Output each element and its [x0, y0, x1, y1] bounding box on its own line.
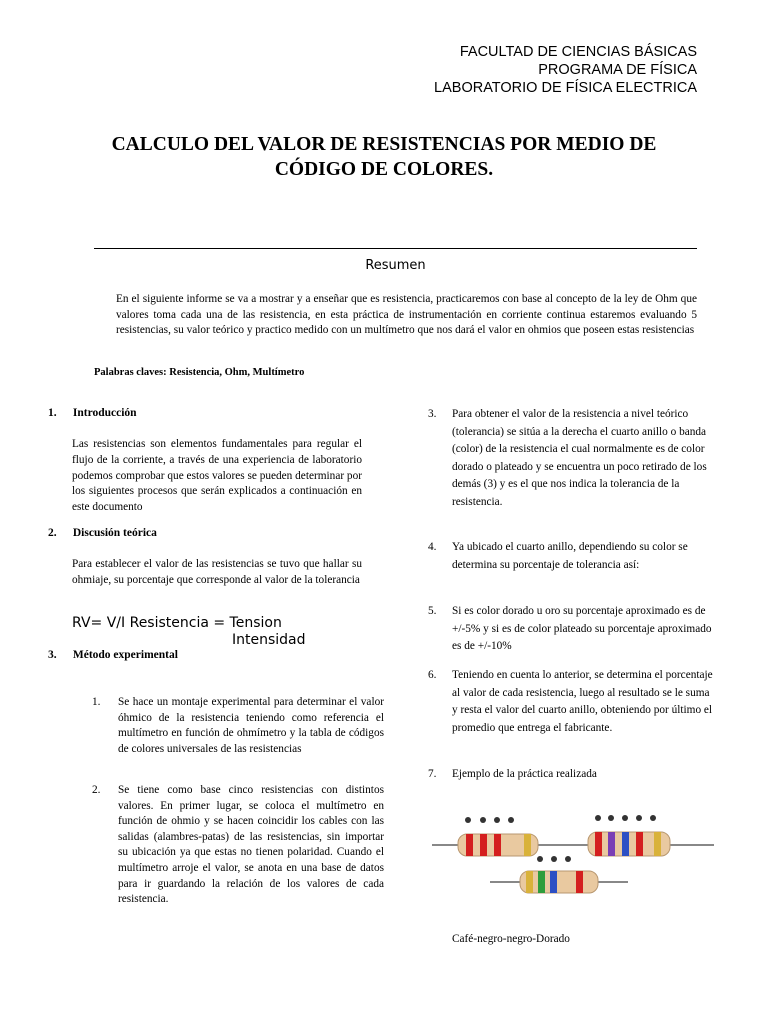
section-number: 2.: [48, 527, 57, 539]
list-text: Ejemplo de la práctica realizada: [452, 768, 597, 780]
list-number: 5.: [428, 605, 437, 617]
formula-denominator: Intensidad: [232, 632, 306, 648]
header-faculty: FACULTAD DE CIENCIAS BÁSICAS: [459, 44, 697, 60]
list-text: Se hace un montaje experimental para determinar el valor óhmico de la resistencia teniendo como referencia el multímetro en función de ohmímetro y la tabla de códigos de colores universales de las resistencias: [118, 696, 384, 755]
section-number: 3.: [48, 649, 57, 661]
resistors-photo: [428, 808, 718, 900]
list-number: 1.: [92, 696, 101, 708]
section-divider: [94, 248, 697, 249]
section-1-text: Las resistencias son elementos fundamentales para regular el flujo de la corriente, a través de una experiencia de laboratorio podemos comprobar que estos valores se pueden determinar por los siguientes procesos que serán explicados a continuación en este documento: [72, 438, 362, 514]
section-3-heading: [48, 649, 178, 661]
title-line-1: CALCULO DEL VALOR DE RESISTENCIAS POR MEDIO DE: [111, 134, 657, 155]
section-2-heading: [48, 527, 157, 539]
resistor-1: [432, 817, 568, 856]
keywords: Palabras claves: Resistencia, Ohm, Multímetro: [94, 367, 305, 378]
abstract-text: En el siguiente informe se va a mostrar y a enseñar que es resistencia, practicaremos con base al concepto de la ley de Ohm que valores toma cada una de las resistencia, en esta práctica de instrumentación en corriente continua estaremos evaluando 5 resistencias, su valor teórico y practico medido con un multímetro que nos dará el valor en ohmios que poseen estas resistencias: [116, 293, 697, 337]
list-number: 4.: [428, 541, 437, 553]
list-number: 3.: [428, 408, 437, 420]
section-title: Método experimental: [72, 649, 178, 661]
section-number: 1.: [48, 407, 57, 419]
list-item: [92, 695, 384, 775]
header-lab: LABORATORIO DE FÍSICA ELECTRICA: [434, 80, 697, 96]
institution-header: [434, 43, 697, 97]
resistance-formula: [72, 615, 306, 649]
header-program: PROGRAMA DE FÍSICA: [538, 62, 697, 78]
list-text: Ya ubicado el cuarto anillo, dependiendo su color se determina su porcentaje de tolerancia así:: [452, 541, 688, 571]
list-number: 6.: [428, 669, 437, 681]
section-title: Introducción: [72, 407, 137, 419]
list-number: 7.: [428, 768, 437, 780]
list-text: Se tiene como base cinco resistencias con distintos valores. En primer lugar, se coloca el multímetro en función de ohmio y se hacen coincidir los cables con las salidas (alambres-patas) de las resistencias, sin importar su ubicación ya que estas no tienen polaridad. Cuando el multímetro arroje el valor, se anota en una base de datos para ir guardando la relación de los valores de cada resistencia.: [118, 784, 384, 906]
photo-caption: Café-negro-negro-Dorado: [452, 933, 570, 945]
section-2-text: Para establecer el valor de las resistencias se tuvo que hallar su ohmiaje, su porcentaje que corresponde al valor de la tolerancia: [72, 558, 362, 586]
list-text: Para obtener el valor de la resistencia a nivel teórico (tolerancia) se sitúa a la derecha el cuarto anillo o banda (color) de la resistencia el cual normalmente es de color dorado o plateado y se encuentra un poco retirado de los demás (3) y es el que nos indica la tolerancia de la resistencia.: [452, 408, 707, 508]
list-text: Teniendo en cuenta lo anterior, se determina el porcentaje al valor de cada resistencia, luego al resultado se le suma y resta el valor del cuarto anillo, obteniendo por último el promedio que entrega el fabricante.: [452, 669, 713, 734]
formula-numerator: RV= V/I Resistencia = Tension: [72, 615, 282, 631]
abstract-heading: Resumen: [365, 258, 426, 273]
section-title: Discusión teórica: [72, 527, 157, 539]
list-number: 2.: [92, 784, 101, 796]
resistor-3: [490, 856, 628, 893]
list-text: Si es color dorado u oro su porcentaje aproximado es de +/-5% y si es de color plateado su porcentaje aproximado es de +/-10%: [452, 605, 712, 652]
title-line-2: CÓDIGO DE COLORES.: [274, 159, 494, 180]
resistor-2: [568, 815, 714, 856]
section-1-heading: [48, 407, 137, 419]
list-item: [92, 783, 384, 923]
document-title: [60, 132, 708, 182]
